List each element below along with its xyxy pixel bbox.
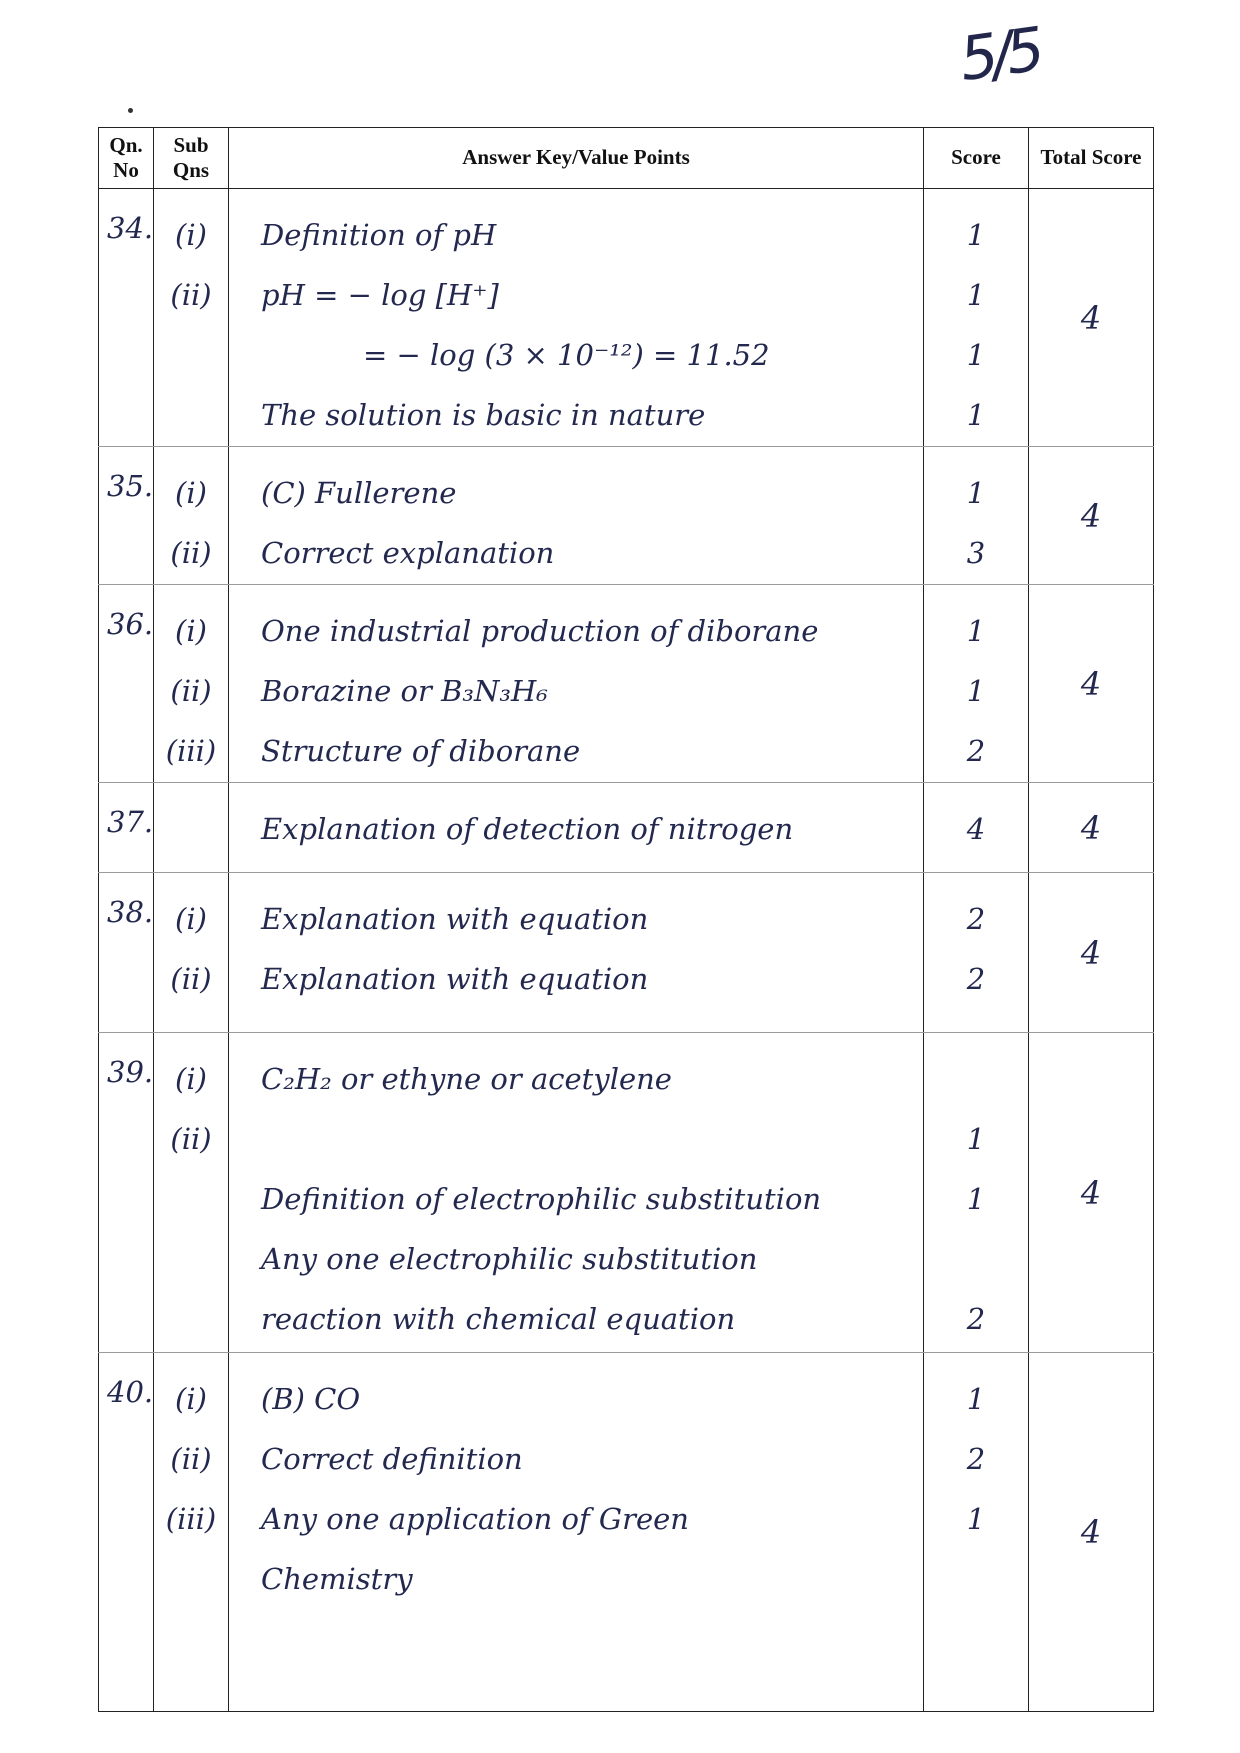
sub-question-label: (ii) bbox=[170, 536, 212, 570]
score-value: 2 bbox=[966, 734, 986, 768]
answer-line: One industrial production of diborane bbox=[261, 614, 819, 648]
score-value: 2 bbox=[966, 1442, 986, 1476]
score-value: 1 bbox=[966, 218, 986, 252]
answer-line: C₂H₂ or ethyne or acetylene bbox=[261, 1062, 672, 1096]
score-value: 1 bbox=[966, 674, 986, 708]
answer-line bbox=[253, 1109, 922, 1169]
sub-question-cell bbox=[154, 783, 229, 873]
score-value: 2 bbox=[966, 962, 986, 996]
header-score: Score bbox=[924, 128, 1029, 189]
sub-question-label: (ii) bbox=[170, 1122, 212, 1156]
total-score: 4 bbox=[1029, 1033, 1154, 1353]
answer-line: (C) Fullerene bbox=[261, 476, 457, 510]
sub-question-label: (i) bbox=[175, 1062, 207, 1096]
answer-line: Explanation of detection of nitrogen bbox=[261, 812, 794, 846]
score-value: 1 bbox=[966, 278, 986, 312]
answer-line: Explanation with equation bbox=[261, 962, 649, 996]
score-value: 3 bbox=[966, 536, 986, 570]
total-score: 4 bbox=[1029, 447, 1154, 585]
answer-line: Any one electrophilic substitution bbox=[261, 1242, 758, 1276]
answer-line: Correct definition bbox=[261, 1442, 523, 1476]
total-score: 4 bbox=[1029, 1353, 1154, 1712]
total-score: 4 bbox=[1029, 585, 1154, 783]
sub-question-cell bbox=[154, 585, 229, 783]
sub-question-label: (ii) bbox=[170, 962, 212, 996]
header-row bbox=[99, 128, 1154, 189]
table-row bbox=[99, 189, 1154, 447]
answer-line: pH = − log [H⁺] bbox=[261, 278, 499, 312]
sub-question-label: (i) bbox=[175, 476, 207, 510]
answer-line: Chemistry bbox=[261, 1562, 413, 1596]
sub-question-cell bbox=[154, 1033, 229, 1353]
sub-question-cell bbox=[154, 189, 229, 447]
question-number: 40. bbox=[99, 1353, 154, 1712]
answer-line: (B) CO bbox=[261, 1382, 361, 1416]
answer-line: Explanation with equation bbox=[261, 902, 649, 936]
score-cell bbox=[924, 783, 1029, 873]
score-value: 1 bbox=[966, 1502, 986, 1536]
score-cell bbox=[924, 447, 1029, 585]
table-row bbox=[99, 1353, 1154, 1712]
header-qn-no: Qn. No bbox=[99, 128, 154, 189]
answer-cell bbox=[229, 585, 924, 783]
sub-question-label: (i) bbox=[175, 218, 207, 252]
total-score: 4 bbox=[1029, 873, 1154, 1033]
answer-line: Correct explanation bbox=[261, 536, 555, 570]
table-row bbox=[99, 783, 1154, 873]
sub-question-label: (iii) bbox=[165, 1502, 217, 1536]
sub-question-cell bbox=[154, 1353, 229, 1712]
table-row bbox=[99, 1033, 1154, 1353]
question-number: 35. bbox=[99, 447, 154, 585]
answer-line: Definition of pH bbox=[261, 218, 497, 252]
sub-question-label: (ii) bbox=[170, 278, 212, 312]
answer-line: Any one application of Green bbox=[261, 1502, 689, 1536]
score-cell bbox=[924, 1033, 1029, 1353]
question-number: 39. bbox=[99, 1033, 154, 1353]
answer-key-table bbox=[98, 127, 1154, 1712]
answer-line: Structure of diborane bbox=[261, 734, 581, 768]
sub-question-label bbox=[155, 1289, 227, 1349]
score-value: 1 bbox=[966, 338, 986, 372]
answer-cell bbox=[229, 1033, 924, 1353]
score-value: 1 bbox=[966, 398, 986, 432]
sub-question-label: (iii) bbox=[165, 734, 217, 768]
answer-line: reaction with chemical equation bbox=[261, 1302, 736, 1336]
answer-line: Borazine or B₃N₃H₆ bbox=[261, 674, 548, 708]
ink-dot bbox=[128, 108, 133, 113]
total-score: 4 bbox=[1029, 783, 1154, 873]
question-number: 38. bbox=[99, 873, 154, 1033]
sub-question-label: (ii) bbox=[170, 1442, 212, 1476]
score-value: 1 bbox=[966, 1182, 986, 1216]
score-value: 2 bbox=[966, 902, 986, 936]
total-score: 4 bbox=[1029, 189, 1154, 447]
sub-question-label bbox=[155, 1229, 227, 1289]
sub-question-cell bbox=[154, 873, 229, 1033]
answer-line: Definition of electrophilic substitution bbox=[261, 1182, 822, 1216]
question-number: 34. bbox=[99, 189, 154, 447]
sub-question-label bbox=[155, 1549, 227, 1609]
question-number: 36. bbox=[99, 585, 154, 783]
score-cell bbox=[924, 873, 1029, 1033]
answer-cell bbox=[229, 447, 924, 585]
sub-question-label: (i) bbox=[175, 1382, 207, 1416]
table-row bbox=[99, 585, 1154, 783]
score-cell bbox=[924, 585, 1029, 783]
sub-question-label bbox=[155, 1169, 227, 1229]
answer-line: The solution is basic in nature bbox=[261, 398, 706, 432]
question-number: 37. bbox=[99, 783, 154, 873]
header-answer-key: Answer Key/Value Points bbox=[229, 128, 924, 189]
sub-question-label: (i) bbox=[175, 614, 207, 648]
score-cell bbox=[924, 189, 1029, 447]
sub-question-label bbox=[155, 385, 227, 445]
score-value: 1 bbox=[966, 1122, 986, 1156]
score-value: 2 bbox=[966, 1302, 986, 1336]
sub-question-label bbox=[155, 325, 227, 385]
answer-cell bbox=[229, 873, 924, 1033]
sub-question-label bbox=[155, 799, 227, 859]
answer-cell bbox=[229, 1353, 924, 1712]
table-row bbox=[99, 873, 1154, 1033]
score-value bbox=[925, 1049, 1027, 1109]
score-value: 1 bbox=[966, 614, 986, 648]
score-cell bbox=[924, 1353, 1029, 1712]
sub-question-cell bbox=[154, 447, 229, 585]
table-row bbox=[99, 447, 1154, 585]
answer-cell bbox=[229, 189, 924, 447]
score-value: 4 bbox=[966, 812, 986, 846]
header-sub-qns: Sub Qns bbox=[154, 128, 229, 189]
sub-question-label: (i) bbox=[175, 902, 207, 936]
answer-cell bbox=[229, 783, 924, 873]
score-value bbox=[925, 1549, 1027, 1609]
page-number-mark: 5/5 bbox=[955, 14, 1044, 96]
score-value bbox=[925, 1229, 1027, 1289]
sub-question-label: (ii) bbox=[170, 674, 212, 708]
score-value: 1 bbox=[966, 1382, 986, 1416]
answer-line: = − log (3 × 10⁻¹²) = 11.52 bbox=[363, 338, 770, 372]
score-value: 1 bbox=[966, 476, 986, 510]
header-total-score: Total Score bbox=[1029, 128, 1154, 189]
